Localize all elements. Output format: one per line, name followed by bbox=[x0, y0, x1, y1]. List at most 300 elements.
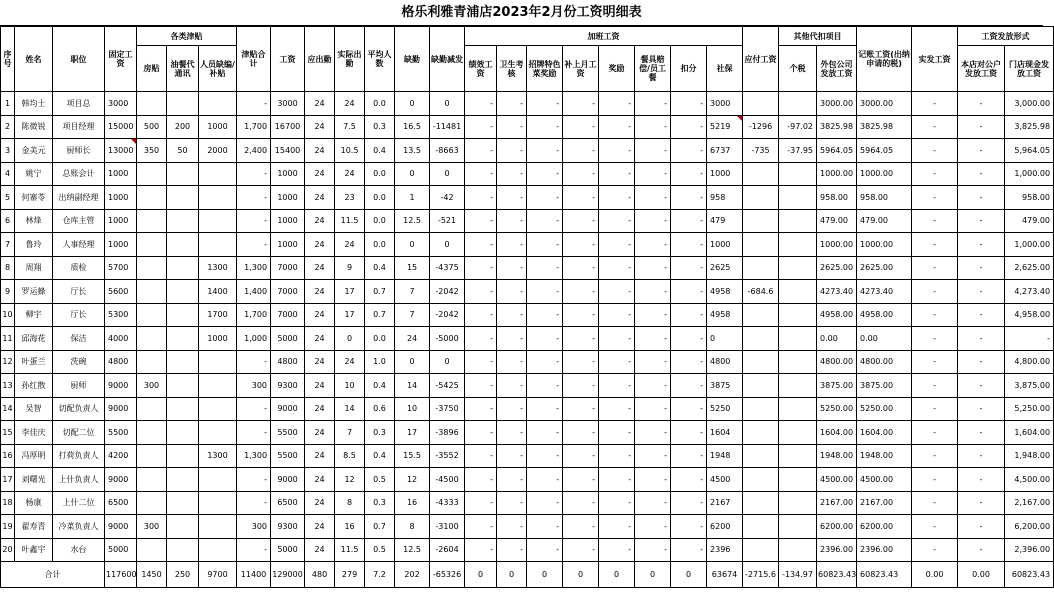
cell-deduct[interactable]: -2042 bbox=[430, 303, 465, 327]
cell-salary[interactable]: 1000 bbox=[271, 186, 305, 210]
cell-seq[interactable]: 19 bbox=[1, 515, 15, 539]
cell-booked[interactable]: 3825.98 bbox=[817, 115, 857, 139]
cell-hyg[interactable]: - bbox=[497, 468, 527, 492]
cell-corp[interactable]: - bbox=[958, 162, 1005, 186]
cell-absent[interactable]: 0 bbox=[395, 162, 430, 186]
cell-meal[interactable] bbox=[167, 280, 199, 304]
cell-out[interactable]: - bbox=[912, 92, 958, 116]
cell-req[interactable]: 24 bbox=[305, 303, 335, 327]
total-fixed[interactable]: 117600 bbox=[105, 562, 137, 588]
cell-fixed[interactable]: 9000 bbox=[105, 374, 137, 398]
cell-req[interactable]: 24 bbox=[305, 162, 335, 186]
cell-req[interactable]: 24 bbox=[305, 350, 335, 374]
cell-dscore[interactable]: - bbox=[671, 397, 707, 421]
cell-out[interactable]: - bbox=[912, 303, 958, 327]
cell-req[interactable]: 24 bbox=[305, 421, 335, 445]
cell-kitchen[interactable]: - bbox=[635, 186, 671, 210]
cell-meal[interactable] bbox=[167, 162, 199, 186]
cell-position[interactable]: 出纳副经理 bbox=[53, 186, 105, 210]
cell-dscore[interactable]: - bbox=[671, 374, 707, 398]
cell-meal[interactable] bbox=[167, 233, 199, 257]
cell-bonus[interactable]: - bbox=[599, 350, 635, 374]
cell-payable[interactable]: 4958 bbox=[707, 303, 743, 327]
cell-position[interactable]: 厅长 bbox=[53, 303, 105, 327]
cell-bonus[interactable]: - bbox=[599, 327, 635, 351]
cell-perf[interactable]: - bbox=[465, 162, 497, 186]
total-req[interactable]: 480 bbox=[305, 562, 335, 588]
cell-payable[interactable]: 1000 bbox=[707, 162, 743, 186]
cell-meal[interactable] bbox=[167, 374, 199, 398]
cell-housing[interactable] bbox=[137, 327, 167, 351]
cell-salary[interactable]: 7000 bbox=[271, 280, 305, 304]
cell-paid[interactable]: 4800.00 bbox=[857, 350, 912, 374]
cell-tax[interactable] bbox=[779, 397, 817, 421]
cell-position[interactable]: 总账会计 bbox=[53, 162, 105, 186]
cell-seq[interactable]: 12 bbox=[1, 350, 15, 374]
total-perf[interactable]: 0 bbox=[465, 562, 497, 588]
cell-allow-total[interactable]: - bbox=[237, 233, 271, 257]
cell-dscore[interactable]: - bbox=[671, 444, 707, 468]
cell-prev[interactable]: - bbox=[563, 186, 599, 210]
cell-name[interactable]: 翟寿青 bbox=[15, 515, 53, 539]
cell-perf[interactable]: - bbox=[465, 374, 497, 398]
cell-meal[interactable] bbox=[167, 256, 199, 280]
cell-rec[interactable]: - bbox=[527, 280, 563, 304]
cell-position[interactable]: 上什负责人 bbox=[53, 468, 105, 492]
cell-absent[interactable]: 7 bbox=[395, 303, 430, 327]
cell-salary[interactable]: 7000 bbox=[271, 303, 305, 327]
cell-hyg[interactable]: - bbox=[497, 139, 527, 163]
cell-corp[interactable]: - bbox=[958, 139, 1005, 163]
cell-allow-total[interactable]: 1,300 bbox=[237, 444, 271, 468]
cell-paid[interactable]: 4958.00 bbox=[857, 303, 912, 327]
cell-deduct[interactable]: -3750 bbox=[430, 397, 465, 421]
cell-allow-total[interactable]: 1,000 bbox=[237, 327, 271, 351]
cell-dscore[interactable]: - bbox=[671, 92, 707, 116]
cell-booked[interactable]: 1000.00 bbox=[817, 233, 857, 257]
cell-corp[interactable]: - bbox=[958, 538, 1005, 562]
cell-perf[interactable]: - bbox=[465, 303, 497, 327]
cell-social[interactable] bbox=[743, 256, 779, 280]
cell-seq[interactable]: 4 bbox=[1, 162, 15, 186]
cell-salary[interactable]: 4800 bbox=[271, 350, 305, 374]
cell-tax[interactable]: -37.95 bbox=[779, 139, 817, 163]
cell-act[interactable]: 11.5 bbox=[335, 538, 365, 562]
cell-position[interactable]: 洗碗 bbox=[53, 350, 105, 374]
total-salary[interactable]: 129000 bbox=[271, 562, 305, 588]
cell-payable[interactable]: 6200 bbox=[707, 515, 743, 539]
cell-absent[interactable]: 1 bbox=[395, 186, 430, 210]
cell-act[interactable]: 12 bbox=[335, 468, 365, 492]
cell-cash[interactable]: 3,000.00 bbox=[1005, 92, 1054, 116]
total-tax[interactable]: -134.97 bbox=[779, 562, 817, 588]
cell-deduct[interactable]: -8663 bbox=[430, 139, 465, 163]
cell-deduct[interactable]: -11481 bbox=[430, 115, 465, 139]
cell-booked[interactable]: 4958.00 bbox=[817, 303, 857, 327]
cell-out[interactable]: - bbox=[912, 444, 958, 468]
cell-hyg[interactable]: - bbox=[497, 115, 527, 139]
cell-position[interactable]: 冷菜负责人 bbox=[53, 515, 105, 539]
cell-fixed[interactable]: 5300 bbox=[105, 303, 137, 327]
cell-cash[interactable]: 1,604.00 bbox=[1005, 421, 1054, 445]
cell-name[interactable]: 罗运蜂 bbox=[15, 280, 53, 304]
cell-perf[interactable]: - bbox=[465, 397, 497, 421]
cell-bonus[interactable]: - bbox=[599, 303, 635, 327]
cell-out[interactable]: - bbox=[912, 115, 958, 139]
cell-salary[interactable]: 9300 bbox=[271, 515, 305, 539]
cell-prev[interactable]: - bbox=[563, 421, 599, 445]
cell-fixed[interactable]: 1000 bbox=[105, 233, 137, 257]
cell-tax[interactable] bbox=[779, 162, 817, 186]
cell-act[interactable]: 24 bbox=[335, 233, 365, 257]
cell-staff[interactable] bbox=[199, 468, 237, 492]
cell-allow-total[interactable]: - bbox=[237, 209, 271, 233]
cell-staff[interactable] bbox=[199, 162, 237, 186]
cell-social[interactable] bbox=[743, 92, 779, 116]
cell-absent[interactable]: 0 bbox=[395, 92, 430, 116]
total-meal[interactable]: 250 bbox=[167, 562, 199, 588]
cell-out[interactable]: - bbox=[912, 233, 958, 257]
cell-allow-total[interactable]: - bbox=[237, 162, 271, 186]
total-act[interactable]: 279 bbox=[335, 562, 365, 588]
cell-salary[interactable]: 1000 bbox=[271, 162, 305, 186]
cell-hyg[interactable]: - bbox=[497, 162, 527, 186]
cell-deduct[interactable]: -521 bbox=[430, 209, 465, 233]
cell-kitchen[interactable]: - bbox=[635, 256, 671, 280]
cell-payable[interactable]: 4500 bbox=[707, 468, 743, 492]
cell-paid[interactable]: 1000.00 bbox=[857, 233, 912, 257]
cell-perf[interactable]: - bbox=[465, 491, 497, 515]
cell-fixed[interactable]: 5700 bbox=[105, 256, 137, 280]
cell-rec[interactable]: - bbox=[527, 491, 563, 515]
cell-seq[interactable]: 7 bbox=[1, 233, 15, 257]
cell-act[interactable]: 7 bbox=[335, 421, 365, 445]
cell-fixed[interactable]: 4200 bbox=[105, 444, 137, 468]
cell-hyg[interactable]: - bbox=[497, 280, 527, 304]
cell-corp[interactable]: - bbox=[958, 350, 1005, 374]
cell-hyg[interactable]: - bbox=[497, 209, 527, 233]
cell-paid[interactable]: 3825.98 bbox=[857, 115, 912, 139]
cell-out[interactable]: - bbox=[912, 256, 958, 280]
cell-housing[interactable] bbox=[137, 162, 167, 186]
cell-staff[interactable] bbox=[199, 491, 237, 515]
cell-social[interactable] bbox=[743, 538, 779, 562]
cell-cash[interactable]: 2,625.00 bbox=[1005, 256, 1054, 280]
cell-kitchen[interactable]: - bbox=[635, 280, 671, 304]
cell-paid[interactable]: 4273.40 bbox=[857, 280, 912, 304]
cell-payable[interactable]: 3875 bbox=[707, 374, 743, 398]
cell-absent[interactable]: 15 bbox=[395, 256, 430, 280]
cell-allow-total[interactable]: 1,400 bbox=[237, 280, 271, 304]
cell-out[interactable]: - bbox=[912, 468, 958, 492]
cell-avg[interactable]: 0.0 bbox=[365, 92, 395, 116]
cell-allow-total[interactable]: - bbox=[237, 350, 271, 374]
cell-bonus[interactable]: - bbox=[599, 468, 635, 492]
cell-fixed[interactable]: 5000 bbox=[105, 538, 137, 562]
cell-staff[interactable]: 1000 bbox=[199, 115, 237, 139]
cell-rec[interactable]: - bbox=[527, 397, 563, 421]
cell-tax[interactable] bbox=[779, 233, 817, 257]
cell-cash[interactable]: 5,250.00 bbox=[1005, 397, 1054, 421]
cell-dscore[interactable]: - bbox=[671, 256, 707, 280]
cell-absent[interactable]: 12 bbox=[395, 468, 430, 492]
cell-req[interactable]: 24 bbox=[305, 92, 335, 116]
cell-tax[interactable] bbox=[779, 374, 817, 398]
cell-salary[interactable]: 6500 bbox=[271, 491, 305, 515]
cell-act[interactable]: 0 bbox=[335, 327, 365, 351]
cell-dscore[interactable]: - bbox=[671, 491, 707, 515]
cell-position[interactable]: 水台 bbox=[53, 538, 105, 562]
cell-payable[interactable]: 2167 bbox=[707, 491, 743, 515]
cell-perf[interactable]: - bbox=[465, 444, 497, 468]
cell-allow-total[interactable]: 300 bbox=[237, 374, 271, 398]
cell-corp[interactable]: - bbox=[958, 327, 1005, 351]
cell-avg[interactable]: 0.5 bbox=[365, 468, 395, 492]
cell-bonus[interactable]: - bbox=[599, 421, 635, 445]
cell-rec[interactable]: - bbox=[527, 186, 563, 210]
cell-dscore[interactable]: - bbox=[671, 515, 707, 539]
cell-act[interactable]: 11.5 bbox=[335, 209, 365, 233]
cell-req[interactable]: 24 bbox=[305, 327, 335, 351]
cell-staff[interactable] bbox=[199, 515, 237, 539]
cell-bonus[interactable]: - bbox=[599, 280, 635, 304]
cell-cash[interactable]: 5,964.05 bbox=[1005, 139, 1054, 163]
cell-dscore[interactable]: - bbox=[671, 139, 707, 163]
cell-perf[interactable]: - bbox=[465, 515, 497, 539]
cell-dscore[interactable]: - bbox=[671, 468, 707, 492]
cell-salary[interactable]: 5500 bbox=[271, 444, 305, 468]
cell-booked[interactable]: 479.00 bbox=[817, 209, 857, 233]
cell-allow-total[interactable]: 300 bbox=[237, 515, 271, 539]
cell-payable[interactable]: 5219 bbox=[707, 115, 743, 139]
cell-staff[interactable] bbox=[199, 374, 237, 398]
cell-cash[interactable]: 958.00 bbox=[1005, 186, 1054, 210]
cell-act[interactable]: 7.5 bbox=[335, 115, 365, 139]
cell-salary[interactable]: 15400 bbox=[271, 139, 305, 163]
cell-rec[interactable]: - bbox=[527, 444, 563, 468]
cell-perf[interactable]: - bbox=[465, 421, 497, 445]
cell-meal[interactable] bbox=[167, 327, 199, 351]
cell-seq[interactable]: 1 bbox=[1, 92, 15, 116]
total-bonus[interactable]: 0 bbox=[599, 562, 635, 588]
cell-staff[interactable] bbox=[199, 92, 237, 116]
cell-seq[interactable]: 17 bbox=[1, 468, 15, 492]
cell-seq[interactable]: 2 bbox=[1, 115, 15, 139]
cell-tax[interactable] bbox=[779, 468, 817, 492]
cell-staff[interactable]: 1000 bbox=[199, 327, 237, 351]
cell-fixed[interactable]: 1000 bbox=[105, 209, 137, 233]
cell-cash[interactable]: 1,000.00 bbox=[1005, 233, 1054, 257]
cell-payable[interactable]: 1000 bbox=[707, 233, 743, 257]
cell-cash[interactable]: 4,273.40 bbox=[1005, 280, 1054, 304]
cell-kitchen[interactable]: - bbox=[635, 209, 671, 233]
cell-name[interactable]: 邱海花 bbox=[15, 327, 53, 351]
cell-payable[interactable]: 1604 bbox=[707, 421, 743, 445]
cell-social[interactable] bbox=[743, 421, 779, 445]
cell-social[interactable] bbox=[743, 515, 779, 539]
total-prev[interactable]: 0 bbox=[563, 562, 599, 588]
cell-position[interactable]: 打荷负责人 bbox=[53, 444, 105, 468]
cell-bonus[interactable]: - bbox=[599, 515, 635, 539]
cell-cash[interactable]: 4,958.00 bbox=[1005, 303, 1054, 327]
cell-deduct[interactable]: -5000 bbox=[430, 327, 465, 351]
cell-tax[interactable] bbox=[779, 421, 817, 445]
cell-corp[interactable]: - bbox=[958, 280, 1005, 304]
cell-avg[interactable]: 0.0 bbox=[365, 209, 395, 233]
cell-social[interactable] bbox=[743, 350, 779, 374]
cell-name[interactable]: 吴智 bbox=[15, 397, 53, 421]
cell-act[interactable]: 10 bbox=[335, 374, 365, 398]
cell-prev[interactable]: - bbox=[563, 115, 599, 139]
cell-prev[interactable]: - bbox=[563, 397, 599, 421]
cell-bonus[interactable]: - bbox=[599, 256, 635, 280]
cell-corp[interactable]: - bbox=[958, 115, 1005, 139]
cell-payable[interactable]: 5250 bbox=[707, 397, 743, 421]
cell-act[interactable]: 8.5 bbox=[335, 444, 365, 468]
cell-meal[interactable] bbox=[167, 303, 199, 327]
cell-out[interactable]: - bbox=[912, 327, 958, 351]
cell-dscore[interactable]: - bbox=[671, 538, 707, 562]
cell-housing[interactable] bbox=[137, 92, 167, 116]
cell-hyg[interactable]: - bbox=[497, 421, 527, 445]
cell-housing[interactable] bbox=[137, 468, 167, 492]
cell-salary[interactable]: 3000 bbox=[271, 92, 305, 116]
cell-req[interactable]: 24 bbox=[305, 209, 335, 233]
cell-kitchen[interactable]: - bbox=[635, 444, 671, 468]
cell-perf[interactable]: - bbox=[465, 92, 497, 116]
cell-housing[interactable] bbox=[137, 209, 167, 233]
cell-rec[interactable]: - bbox=[527, 374, 563, 398]
cell-tax[interactable] bbox=[779, 256, 817, 280]
cell-booked[interactable]: 4273.40 bbox=[817, 280, 857, 304]
cell-cash[interactable]: 6,200.00 bbox=[1005, 515, 1054, 539]
cell-req[interactable]: 24 bbox=[305, 115, 335, 139]
cell-kitchen[interactable]: - bbox=[635, 162, 671, 186]
cell-dscore[interactable]: - bbox=[671, 233, 707, 257]
cell-fixed[interactable]: 9000 bbox=[105, 397, 137, 421]
cell-fixed[interactable]: 5500 bbox=[105, 421, 137, 445]
cell-social[interactable]: -1296 bbox=[743, 115, 779, 139]
cell-act[interactable]: 14 bbox=[335, 397, 365, 421]
total-hyg[interactable]: 0 bbox=[497, 562, 527, 588]
cell-out[interactable]: - bbox=[912, 421, 958, 445]
cell-booked[interactable]: 958.00 bbox=[817, 186, 857, 210]
total-dscore[interactable]: 0 bbox=[671, 562, 707, 588]
cell-act[interactable]: 23 bbox=[335, 186, 365, 210]
cell-paid[interactable]: 5250.00 bbox=[857, 397, 912, 421]
cell-req[interactable]: 24 bbox=[305, 233, 335, 257]
cell-name[interactable]: 柳宇 bbox=[15, 303, 53, 327]
total-avg[interactable]: 7.2 bbox=[365, 562, 395, 588]
cell-housing[interactable] bbox=[137, 303, 167, 327]
cell-deduct[interactable]: -3552 bbox=[430, 444, 465, 468]
cell-staff[interactable] bbox=[199, 209, 237, 233]
cell-paid[interactable]: 6200.00 bbox=[857, 515, 912, 539]
cell-seq[interactable]: 6 bbox=[1, 209, 15, 233]
total-out[interactable]: 0.00 bbox=[912, 562, 958, 588]
cell-allow-total[interactable]: - bbox=[237, 186, 271, 210]
cell-position[interactable]: 上什二位 bbox=[53, 491, 105, 515]
cell-avg[interactable]: 0.3 bbox=[365, 421, 395, 445]
cell-booked[interactable]: 1948.00 bbox=[817, 444, 857, 468]
cell-staff[interactable] bbox=[199, 538, 237, 562]
total-corp[interactable]: 0.00 bbox=[958, 562, 1005, 588]
cell-salary[interactable]: 9000 bbox=[271, 468, 305, 492]
cell-deduct[interactable]: -2042 bbox=[430, 280, 465, 304]
cell-seq[interactable]: 8 bbox=[1, 256, 15, 280]
cell-absent[interactable]: 14 bbox=[395, 374, 430, 398]
cell-social[interactable] bbox=[743, 303, 779, 327]
cell-avg[interactable]: 0.4 bbox=[365, 256, 395, 280]
cell-prev[interactable]: - bbox=[563, 256, 599, 280]
cell-tax[interactable] bbox=[779, 280, 817, 304]
cell-seq[interactable]: 16 bbox=[1, 444, 15, 468]
cell-position[interactable]: 仓库主管 bbox=[53, 209, 105, 233]
cell-meal[interactable] bbox=[167, 491, 199, 515]
cell-cash[interactable]: - bbox=[1005, 327, 1054, 351]
cell-prev[interactable]: - bbox=[563, 162, 599, 186]
cell-seq[interactable]: 14 bbox=[1, 397, 15, 421]
cell-salary[interactable]: 5500 bbox=[271, 421, 305, 445]
cell-kitchen[interactable]: - bbox=[635, 115, 671, 139]
cell-dscore[interactable]: - bbox=[671, 350, 707, 374]
cell-tax[interactable]: -97.02 bbox=[779, 115, 817, 139]
cell-meal[interactable] bbox=[167, 209, 199, 233]
cell-rec[interactable]: - bbox=[527, 327, 563, 351]
cell-deduct[interactable]: -3896 bbox=[430, 421, 465, 445]
cell-dscore[interactable]: - bbox=[671, 115, 707, 139]
cell-staff[interactable]: 1300 bbox=[199, 256, 237, 280]
cell-hyg[interactable]: - bbox=[497, 491, 527, 515]
cell-seq[interactable]: 3 bbox=[1, 139, 15, 163]
cell-cash[interactable]: 4,500.00 bbox=[1005, 468, 1054, 492]
cell-seq[interactable]: 10 bbox=[1, 303, 15, 327]
cell-booked[interactable]: 2167.00 bbox=[817, 491, 857, 515]
cell-housing[interactable] bbox=[137, 186, 167, 210]
cell-allow-total[interactable]: 2,400 bbox=[237, 139, 271, 163]
cell-kitchen[interactable]: - bbox=[635, 515, 671, 539]
cell-out[interactable]: - bbox=[912, 374, 958, 398]
cell-rec[interactable]: - bbox=[527, 139, 563, 163]
cell-position[interactable]: 切配负责人 bbox=[53, 397, 105, 421]
cell-housing[interactable] bbox=[137, 421, 167, 445]
cell-kitchen[interactable]: - bbox=[635, 327, 671, 351]
cell-rec[interactable]: - bbox=[527, 350, 563, 374]
cell-allow-total[interactable]: - bbox=[237, 468, 271, 492]
cell-name[interactable]: 韩均士 bbox=[15, 92, 53, 116]
cell-prev[interactable]: - bbox=[563, 538, 599, 562]
cell-dscore[interactable]: - bbox=[671, 186, 707, 210]
cell-name[interactable]: 金美元 bbox=[15, 139, 53, 163]
cell-fixed[interactable]: 1000 bbox=[105, 186, 137, 210]
cell-bonus[interactable]: - bbox=[599, 92, 635, 116]
cell-housing[interactable] bbox=[137, 397, 167, 421]
total-cash[interactable]: 60823.43 bbox=[1005, 562, 1054, 588]
cell-cash[interactable]: 479.00 bbox=[1005, 209, 1054, 233]
cell-deduct[interactable]: 0 bbox=[430, 350, 465, 374]
cell-salary[interactable]: 1000 bbox=[271, 233, 305, 257]
cell-payable[interactable]: 2625 bbox=[707, 256, 743, 280]
total-label[interactable]: 合计 bbox=[1, 562, 105, 588]
cell-meal[interactable] bbox=[167, 538, 199, 562]
cell-req[interactable]: 24 bbox=[305, 444, 335, 468]
cell-fixed[interactable]: 1000 bbox=[105, 162, 137, 186]
cell-meal[interactable] bbox=[167, 421, 199, 445]
cell-allow-total[interactable]: - bbox=[237, 397, 271, 421]
cell-absent[interactable]: 10 bbox=[395, 397, 430, 421]
cell-housing[interactable] bbox=[137, 538, 167, 562]
cell-booked[interactable]: 3875.00 bbox=[817, 374, 857, 398]
